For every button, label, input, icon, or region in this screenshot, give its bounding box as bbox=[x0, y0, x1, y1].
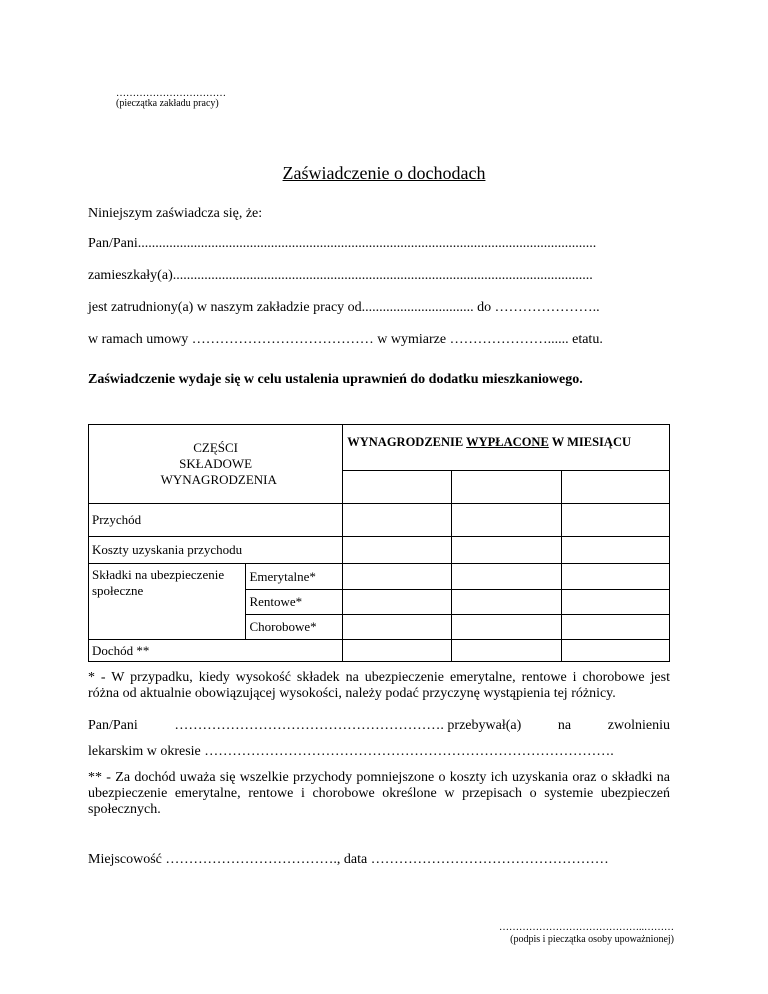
signature-label: (podpis i pieczątka osoby upoważnionej) bbox=[510, 934, 674, 945]
field-umowa: w ramach umowy ………………………………… w wymiarze …………………...... etatu. bbox=[88, 332, 603, 347]
note-contributions: * - W przypadku, kiedy wysokość składek na ubezpieczenie emerytalne, rentowe i chorobowe jest różna od aktualnie obowiązującej wysokości, należy podać przyczynę wystąpienia tej różnicy. bbox=[88, 670, 670, 701]
row-przychod-label: Przychód bbox=[89, 504, 343, 537]
note-word: Pan/Pani bbox=[88, 718, 138, 733]
note-word: na bbox=[557, 718, 572, 733]
month-cell bbox=[343, 471, 452, 504]
document-title: Zaświadczenie o dochodach bbox=[282, 163, 486, 183]
value-cell bbox=[452, 564, 562, 590]
value-cell bbox=[562, 615, 670, 640]
value-cell bbox=[452, 615, 562, 640]
note-income-definition: ** - Za dochód uważa się wszelkie przychody pomniejszone o koszty ich uzyskania oraz o składki na ubezpieczenie emerytalne, rentowe i chorobowe określone w przepisach o systemie ubezpieczeń społecznych. bbox=[88, 770, 670, 817]
value-cell bbox=[343, 590, 452, 615]
place-date-line: Miejscowość ………………………………., data …………………………………………… bbox=[88, 852, 609, 867]
month-cell bbox=[562, 471, 670, 504]
signature-dots: ……………………………………..……… bbox=[499, 922, 674, 933]
purpose-text: Zaświadczenie wydaje się w celu ustalenia uprawnień do dodatku mieszkaniowego. bbox=[88, 372, 583, 387]
field-zatrudniony: jest zatrudniony(a) w naszym zakładzie pracy od................................ do ………………….. bbox=[88, 300, 600, 315]
table-header-components: CZĘŚCI SKŁADOWE WYNAGRODZENIA bbox=[89, 425, 343, 504]
salary-table bbox=[88, 424, 670, 662]
row-skladki-label: Składki na ubezpieczenie społeczne bbox=[89, 564, 246, 640]
row-dochod-label: Dochód ** bbox=[89, 640, 343, 662]
intro-text: Niniejszym zaświadcza się, że: bbox=[88, 206, 263, 221]
value-cell bbox=[562, 537, 670, 564]
value-cell bbox=[343, 615, 452, 640]
row-chorobowe-label: Chorobowe* bbox=[246, 615, 343, 640]
field-pan-pani: Pan/Pani................................................................................................................................... bbox=[88, 236, 597, 251]
stamp-label: (pieczątka zakładu pracy) bbox=[116, 98, 219, 109]
note-word: …………………………………………………. przebywał(a) bbox=[174, 718, 522, 733]
stamp-dots: …………………………… bbox=[116, 88, 226, 99]
table-header-paid: WYNAGRODZENIE WYPŁACONE W MIESIĄCU bbox=[343, 425, 670, 471]
value-cell bbox=[562, 564, 670, 590]
note-sick-leave-line bbox=[88, 718, 670, 734]
row-rentowe-label: Rentowe* bbox=[246, 590, 343, 615]
field-zamieszkaly: zamieszkały(a)........................................................................................................................ bbox=[88, 268, 593, 283]
value-cell bbox=[452, 640, 562, 662]
value-cell bbox=[452, 590, 562, 615]
row-emerytalne-label: Emerytalne* bbox=[246, 564, 343, 590]
value-cell bbox=[452, 537, 562, 564]
value-cell bbox=[343, 564, 452, 590]
value-cell bbox=[562, 640, 670, 662]
value-cell bbox=[562, 590, 670, 615]
value-cell bbox=[452, 504, 562, 537]
value-cell bbox=[343, 504, 452, 537]
value-cell bbox=[562, 504, 670, 537]
note-word: zwolnieniu bbox=[607, 718, 670, 733]
month-cell bbox=[452, 471, 562, 504]
row-koszty-label: Koszty uzyskania przychodu bbox=[89, 537, 343, 564]
value-cell bbox=[343, 537, 452, 564]
note-sick-leave-period: lekarskim w okresie ……………………………………………………………………………. bbox=[88, 744, 614, 759]
value-cell bbox=[343, 640, 452, 662]
